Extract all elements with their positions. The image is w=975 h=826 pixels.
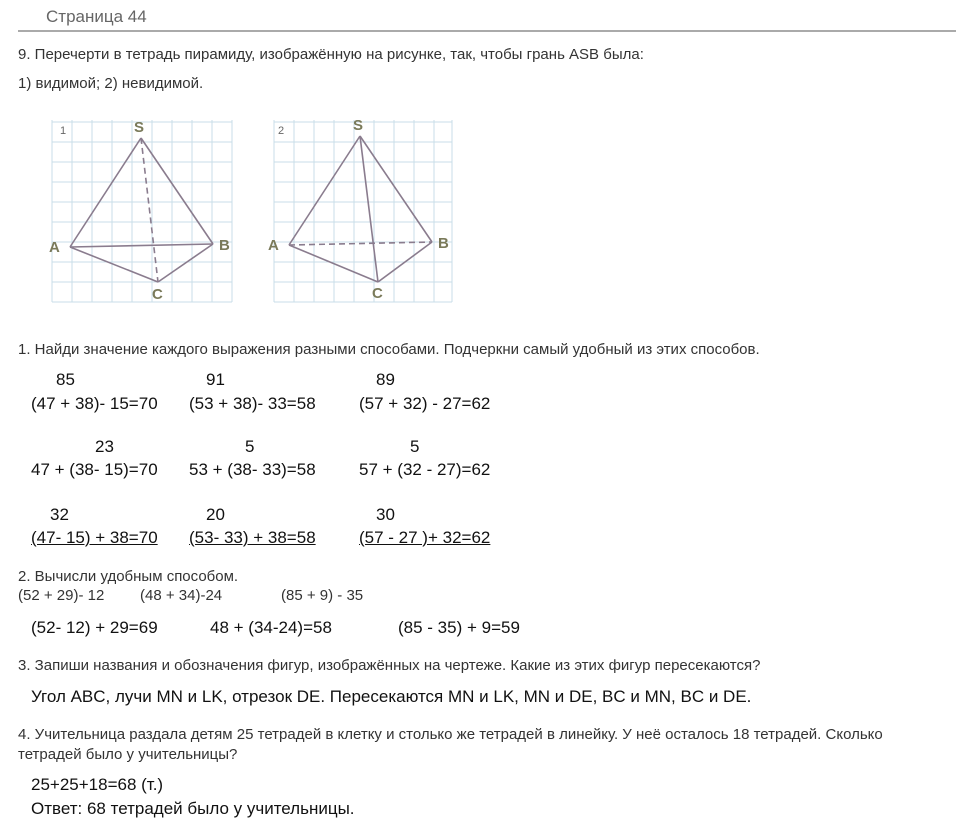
- vertex-label-s: S: [353, 117, 364, 134]
- task2-answer: (85 - 35) + 9=59: [398, 618, 520, 637]
- task4-text-line1: 4. Учительница раздала детям 25 тетрадей в клетку и столько же тетрадей в линейку. У неё осталось 18 тетрадей. Сколько: [18, 726, 883, 743]
- top-value: 5: [245, 437, 255, 456]
- top-value: 89: [376, 370, 395, 389]
- top-value: 32: [50, 505, 69, 524]
- task4-text-line2: тетрадей было у учительницы?: [18, 746, 238, 763]
- task3-text: 3. Запиши названия и обозначения фигур, изображённых на чертеже. Какие из этих фигур пересекаются?: [18, 657, 761, 674]
- expression-underlined: (47- 15) + 38=70: [31, 528, 158, 547]
- vertex-label-a: A: [268, 237, 279, 254]
- grid: [274, 120, 452, 302]
- expression: 57 + (32 - 27)=62: [359, 460, 491, 479]
- expression: 53 + (38- 33)=58: [189, 460, 316, 479]
- grid: [52, 120, 232, 302]
- expression: (47 + 38)- 15=70: [31, 394, 158, 413]
- figure-number: 2: [278, 125, 285, 137]
- task2-answer: 48 + (34-24)=58: [210, 618, 332, 637]
- figure-number: 1: [60, 125, 67, 137]
- expression: (57 + 32) - 27=62: [359, 394, 491, 413]
- task9-options: 1) видимой; 2) невидимой.: [18, 75, 204, 92]
- task3-answer: Угол ABC, лучи MN и LK, отрезок DE. Пересекаются MN и LK, MN и DE, BC и MN, BC и DE.: [31, 687, 752, 706]
- vertex-label-c: C: [372, 285, 383, 302]
- page-title: Страница 44: [46, 7, 147, 26]
- edge-sa: [70, 138, 141, 247]
- top-value: 20: [206, 505, 225, 524]
- task4-answer: Ответ: 68 тетрадей было у учительницы.: [31, 799, 355, 818]
- edge-ac: [70, 247, 158, 282]
- task1-text: 1. Найди значение каждого выражения разными способами. Подчеркни самый удобный из этих способов.: [18, 341, 760, 358]
- vertex-label-b: B: [219, 237, 230, 254]
- vertex-label-a: A: [49, 239, 60, 256]
- task2-problem: (85 + 9) - 35: [281, 587, 364, 604]
- vertex-label-b: B: [438, 235, 449, 252]
- vertex-label-c: C: [152, 286, 163, 303]
- task9-text: 9. Перечерти в тетрадь пирамиду, изображённую на рисунке, так, чтобы грань ASB была:: [18, 46, 644, 63]
- top-value: 30: [376, 505, 395, 524]
- task2-answer: (52- 12) + 29=69: [31, 618, 158, 637]
- top-value: 5: [410, 437, 420, 456]
- top-value: 23: [95, 437, 114, 456]
- expression: 47 + (38- 15)=70: [31, 460, 158, 479]
- task2-text: 2. Вычисли удобным способом.: [18, 568, 239, 585]
- pyramid-figure-1: [44, 112, 244, 307]
- task4-solution: 25+25+18=68 (т.): [31, 775, 164, 794]
- expression-underlined: (57 - 27 )+ 32=62: [359, 528, 491, 547]
- expression-underlined: (53- 33) + 38=58: [189, 528, 316, 547]
- title-divider: [18, 30, 956, 32]
- pyramid-figure-2: [264, 112, 464, 307]
- top-value: 91: [206, 370, 225, 389]
- top-value: 85: [56, 370, 75, 389]
- task2-problem: (52 + 29)- 12: [18, 587, 105, 604]
- edge-bc: [158, 244, 213, 282]
- edge-sa: [289, 136, 360, 245]
- task2-problem: (48 + 34)-24: [140, 587, 223, 604]
- vertex-label-s: S: [134, 119, 145, 136]
- expression: (53 + 38)- 33=58: [189, 394, 316, 413]
